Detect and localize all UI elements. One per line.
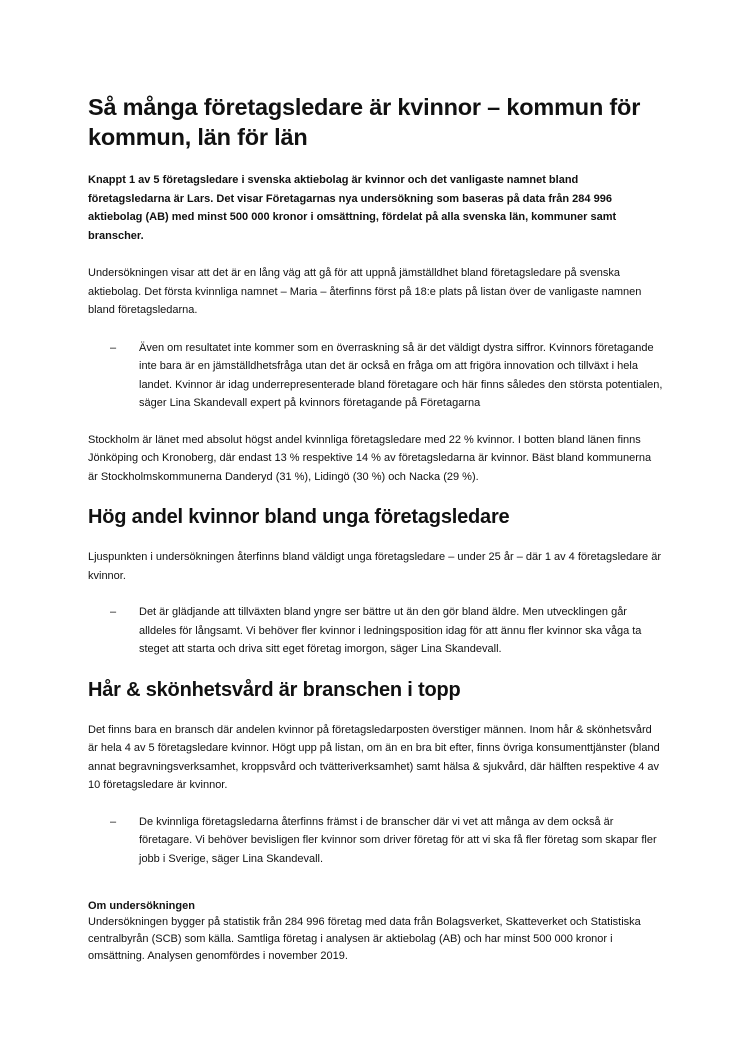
quote-text-1: Även om resultatet inte kommer som en överraskning så är det väldigt dystra siffror. Kvinnors företagande inte bara är en jämställdhetsfråga utan det är också en fråga om att frigöra innovation och tillväxt i hela landet. Kvinnor är idag underrepresenterade bland företagare och här finns således den största potentialen, säger Lina Skandevall expert på kvinnors företagande på Företagarna — [139, 341, 663, 409]
quote-block-2 — [110, 603, 663, 659]
article-title: Så många företagsledare är kvinnor – kommun för kommun, län för län — [88, 94, 641, 150]
heading-har-skonhetsvard: Hår & skönhetsvård är branschen i topp — [88, 678, 461, 701]
heading-unga-foretagsledare: Hög andel kvinnor bland unga företagsledare — [88, 506, 510, 528]
quote-dash: – — [110, 341, 117, 354]
quote-dash: – — [110, 606, 117, 618]
article — [88, 92, 663, 965]
paragraph-ljuspunkten: Ljuspunkten i undersökningen återfinns bland väldigt unga företagsledare – under 25 år – där 1 av 4 företagsledare är kvinnor. — [88, 551, 661, 582]
quote-text-3: De kvinnliga företagsledarna återfinns främst i de branscher där vi vet att många av dem också är företagare. Vi behöver bevisligen fler kvinnor som driver företag för att vi ska få fler företag som skapar fler jobb i Sverige, säger Lina Skandevall. — [139, 815, 657, 865]
quote-text-2: Det är glädjande att tillväxten bland yngre ser bättre ut än den gör bland äldre. Men utvecklingen går alldeles för långsamt. Vi behöver fler kvinnor i ledningsposition idag för att ännu fler kvinnor ska våga ta steget att starta och driva sitt eget företag imorgon, säger Lina Skandevall. — [139, 606, 642, 655]
paragraph-intro: Undersökningen visar att det är en lång väg att gå för att uppnå jämställdhet bland företagsledare på svenska aktiebolag. Det första kvinnliga namnet – Maria – återfinns först på 18:e plats på listan över de vanligaste namnen bland företagsledarna. — [88, 267, 642, 316]
quote-block-1 — [110, 339, 663, 413]
quote-block-3 — [110, 813, 663, 869]
about-heading: Om undersökningen — [88, 900, 195, 912]
about-body: Undersökningen bygger på statistik från 284 996 företag med data från Bolagsverket, Skatteverket och Statistiska centralbyrån (SCB) som källa. Samtliga företag i analysen är aktiebolag (AB) och har minst 500 000 kronor i omsättning. Analysen genomfördes i november 2019. — [88, 916, 641, 962]
quote-dash: – — [110, 815, 117, 828]
paragraph-bransch: Det finns bara en bransch där andelen kvinnor på företagsledarposten överstiger männen. Inom hår & skönhetsvård är hela 4 av 5 företagsledare kvinnor. Högt upp på listan, om än en bra bit efter, finns övriga konsumenttjänster (bland annat begravningsverksamhet, kroppsvård och tvätteriverksamhet) samt hälsa & sjukvård, där hälften respektive 4 av 10 företagsledare är kvinnor. — [88, 723, 660, 791]
lead-paragraph: Knappt 1 av 5 företagsledare i svenska aktiebolag är kvinnor och det vanligaste namnet bland företagsledarna är Lars. Det visar Företagarnas nya undersökning som baseras på data från 284 996 aktiebolag (AB) med minst 500 000 kronor i omsättning, fördelat på alla svenska län, kommuner samt branscher. — [88, 174, 617, 242]
paragraph-stockholm: Stockholm är länet med absolut högst andel kvinnliga företagsledare med 22 % kvinnor. I botten bland länen finns Jönköping och Kronoberg, där endast 13 % respektive 14 % av företagsledarna är kvinnor. Bäst bland kommunerna är Stockholmskommunerna Danderyd (31 %), Lidingö (30 %) och Nacka (29 %). — [88, 433, 652, 483]
